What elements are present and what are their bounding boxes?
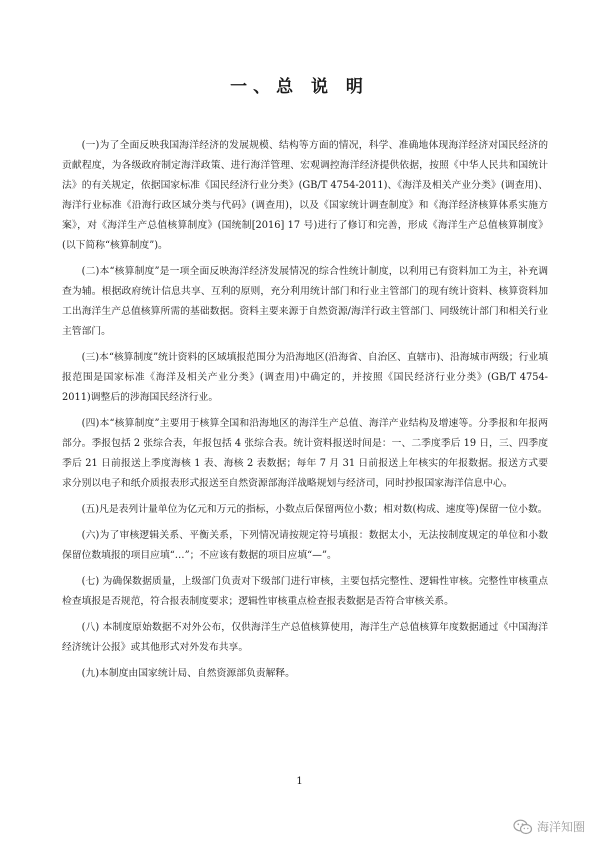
paragraph-2: (二)本“核算制度”是一项全面反映海洋经济发展情况的综合性统计制度，以利用已有资料加工为主，补充调查为辅。根据政府统计信息共享、互利的原则，充分利用统计部门和行业主管部门的现有统计资料、核算资料加工出海洋生产总值核算所需的基础数据。资料主要来源于自然资源/海洋行政主管部门、同级统计部门和相关行业主管部门。: [62, 266, 548, 337]
paragraph-5: (五)凡是表列计量单位为亿元和万元的指标，小数点后保留两位小数；相对数(构成、速度等)保留一位小数。: [81, 504, 548, 515]
document-body: [62, 136, 548, 690]
paragraph-8: (八) 本制度原始数据不对外公布，仅供海洋生产总值核算使用，海洋生产总值核算年度数据通过《中国海洋经济统计公报》或其他形式对外发布共享。: [62, 622, 548, 653]
paragraph-7: (七) 为确保数据质量，上级部门负责对下级部门进行审核，主要包括完整性、逻辑性审核。完整性审核重点检查填报是否规范，符合报表制度要求；逻辑性审核重点检查报表数据是否符合审核关系。: [62, 576, 548, 607]
wechat-icon: [513, 819, 533, 835]
paragraph-3: (三)本“核算制度”统计资料的区域填报范围分为沿海地区(沿海省、自治区、直辖市)、沿海城市两级；行业填报范围是国家标准《海洋及相关产业分类》(调查用)中确定的，并按照《国民经济行业分类》(GB/T 4754-2011)调整后的涉海国民经济行业。: [62, 352, 548, 403]
paragraph-6: (六)为了审核逻辑关系、平衡关系，下列情况请按规定符号填报：数据太小，无法按制度规定的单位和小数保留位数填报的项目应填“…”；不应该有数据的项目应填“—”。: [62, 530, 548, 561]
watermark: [513, 818, 585, 835]
paragraph-4: (四)本“核算制度”主要用于核算全国和沿海地区的海洋生产总值、海洋产业结构及增速等。分季报和年报两部分。季报包括 2 张综合表，年报包括 4 张综合表。统计资料报送时间是：一、二季度季后 19 日，三、四季度季后 21 日前报送上季度海核 1 表、海核 2 表数据；每年 7 月 31 日前报送上年核实的年报数据。报送方式要求分别以电子和纸介质报表形式报送至自然资源部海洋战略规划与经济司，同时抄报国家海洋信息中心。: [62, 418, 548, 489]
paragraph-9: (九)本制度由国家统计局、自然资源部负责解释。: [81, 668, 295, 679]
paragraph-1: (一)为了全面反映我国海洋经济的发展规模、结构等方面的情况，科学、准确地体现海洋经济对国民经济的贡献程度，为各级政府制定海洋政策、进行海洋管理、宏观调控海洋经济提供依据，按照《中华人民共和国统计法》的有关规定，依据国家标准《国民经济行业分类》(GB/T 4754-2011)、《海洋及相关产业分类》(调查用)、海洋行业标准《沿海行政区域分类与代码》(调查用)，以及《国家统计调查制度》和《海洋经济核算体系实施方案》，对《海洋生产总值核算制度》(国统制[2016] 17 号)进行了修订和完善，形成《海洋生产总值核算制度》(以下简称“核算制度”)。: [62, 140, 548, 251]
page-number: 1: [296, 776, 303, 787]
page-title: 一、总 说 明: [230, 77, 369, 97]
watermark-text: 海洋知圈: [536, 820, 585, 834]
